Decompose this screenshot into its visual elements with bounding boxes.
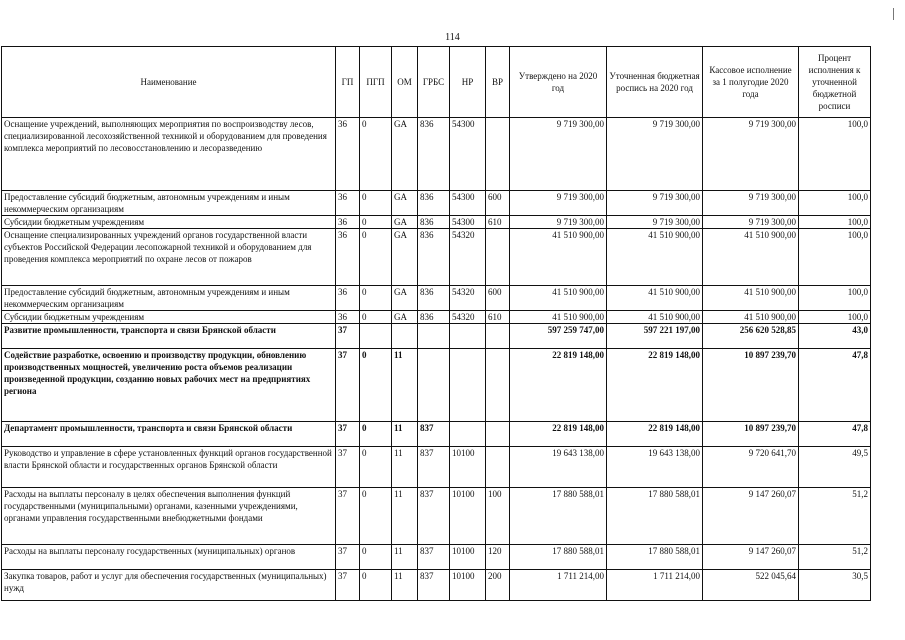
table-row [2, 447, 871, 488]
cell-pgp: 0 [360, 349, 392, 422]
header-vr: ВР [486, 47, 510, 118]
cell-vr: 120 [486, 545, 510, 570]
header-refined: Уточненная бюджетная роспись на 2020 год [607, 47, 703, 118]
cell-percent: 100,0 [799, 311, 871, 324]
cell-percent: 100,0 [799, 286, 871, 311]
cell-cash: 256 620 528,85 [703, 324, 799, 349]
cell-vr: 610 [486, 311, 510, 324]
cell-cash: 41 510 900,00 [703, 229, 799, 286]
cell-approved: 17 880 588,01 [510, 488, 607, 545]
cell-percent: 51,2 [799, 488, 871, 545]
cell-percent: 100,0 [799, 191, 871, 216]
cell-om [392, 324, 418, 349]
table-row [2, 311, 871, 324]
table-header-row [2, 47, 871, 118]
table-row [2, 488, 871, 545]
cell-pgp: 0 [360, 191, 392, 216]
cell-gp: 36 [336, 286, 360, 311]
header-grbs: ГРБС [418, 47, 450, 118]
table-row [2, 570, 871, 601]
cell-approved: 597 259 747,00 [510, 324, 607, 349]
cell-vr [486, 118, 510, 191]
cell-pgp: 0 [360, 570, 392, 601]
cell-vr: 200 [486, 570, 510, 601]
cell-pgp: 0 [360, 422, 392, 447]
cell-vr: 600 [486, 191, 510, 216]
cell-np: 10100 [450, 545, 486, 570]
cell-percent: 43,0 [799, 324, 871, 349]
cell-gp: 37 [336, 447, 360, 488]
table-row [2, 324, 871, 349]
cell-approved: 9 719 300,00 [510, 118, 607, 191]
cell-approved: 22 819 148,00 [510, 349, 607, 422]
cell-grbs: 837 [418, 488, 450, 545]
page-number: 114 [445, 32, 460, 43]
cell-percent: 100,0 [799, 118, 871, 191]
cell-approved: 17 880 588,01 [510, 545, 607, 570]
cell-np: 10100 [450, 447, 486, 488]
cell-cash: 10 897 239,70 [703, 349, 799, 422]
table-row [2, 229, 871, 286]
table-row [2, 118, 871, 191]
table-body [2, 118, 871, 601]
cell-cash: 9 147 260,07 [703, 545, 799, 570]
cell-name: Закупка товаров, работ и услуг для обеспечения государственных (муниципальных) нужд [2, 570, 336, 601]
cell-pgp: 0 [360, 488, 392, 545]
cell-name: Предоставление субсидий бюджетным, автономным учреждениям и иным некоммерческим организациям [2, 286, 336, 311]
header-om: ОМ [392, 47, 418, 118]
cell-om: 11 [392, 349, 418, 422]
cell-pgp: 0 [360, 216, 392, 229]
cell-name: Руководство и управление в сфере установленных функций органов государственной власти Брянской области и государственных органов Брянской области [2, 447, 336, 488]
cell-name: Предоставление субсидий бюджетным, автономным учреждениям и иным некоммерческим организациям [2, 191, 336, 216]
cell-percent: 49,5 [799, 447, 871, 488]
cell-approved: 41 510 900,00 [510, 311, 607, 324]
cell-om: GA [392, 229, 418, 286]
header-pgp: ПГП [360, 47, 392, 118]
cell-approved: 41 510 900,00 [510, 229, 607, 286]
cell-vr [486, 229, 510, 286]
cell-np: 54300 [450, 118, 486, 191]
cell-refined: 597 221 197,00 [607, 324, 703, 349]
cell-pgp: 0 [360, 447, 392, 488]
cell-pgp: 0 [360, 229, 392, 286]
cell-refined: 9 719 300,00 [607, 216, 703, 229]
cell-np: 54300 [450, 191, 486, 216]
cell-name: Субсидии бюджетным учреждениям [2, 216, 336, 229]
cell-om: GA [392, 216, 418, 229]
cell-np: 54320 [450, 311, 486, 324]
cell-grbs: 837 [418, 422, 450, 447]
cell-name: Оснащение специализированных учреждений органов государственной власти субъектов Российской Федерации лесопожарной техникой и оборудованием для проведения комплекса мероприятий по охране лесов от пожаров [2, 229, 336, 286]
cell-refined: 41 510 900,00 [607, 286, 703, 311]
cell-cash: 9 719 300,00 [703, 216, 799, 229]
table-row [2, 191, 871, 216]
cell-refined: 1 711 214,00 [607, 570, 703, 601]
header-name: Наименование [2, 47, 336, 118]
cell-pgp: 0 [360, 286, 392, 311]
cell-vr [486, 447, 510, 488]
cell-pgp: 0 [360, 545, 392, 570]
cell-refined: 22 819 148,00 [607, 349, 703, 422]
cell-gp: 37 [336, 570, 360, 601]
header-approved: Утверждено на 2020 год [510, 47, 607, 118]
cell-gp: 36 [336, 229, 360, 286]
cell-om: GA [392, 286, 418, 311]
cell-om: GA [392, 191, 418, 216]
cell-grbs [418, 324, 450, 349]
table-row [2, 286, 871, 311]
cell-vr: 610 [486, 216, 510, 229]
cell-vr [486, 324, 510, 349]
cell-grbs: 836 [418, 216, 450, 229]
cell-np: 10100 [450, 570, 486, 601]
cell-grbs: 836 [418, 229, 450, 286]
cell-name: Развитие промышленности, транспорта и связи Брянской области [2, 324, 336, 349]
cell-percent: 51,2 [799, 545, 871, 570]
cell-np: 54300 [450, 216, 486, 229]
cell-gp: 36 [336, 216, 360, 229]
cell-om: GA [392, 311, 418, 324]
table-row [2, 545, 871, 570]
cell-gp: 36 [336, 311, 360, 324]
cell-om: 11 [392, 545, 418, 570]
cell-refined: 9 719 300,00 [607, 118, 703, 191]
cell-refined: 41 510 900,00 [607, 229, 703, 286]
cell-cash: 9 719 300,00 [703, 191, 799, 216]
cell-refined: 17 880 588,01 [607, 545, 703, 570]
cell-cash: 522 045,64 [703, 570, 799, 601]
cell-name: Субсидии бюджетным учреждениям [2, 311, 336, 324]
cell-grbs: 836 [418, 286, 450, 311]
cell-vr [486, 422, 510, 447]
cell-om: 11 [392, 447, 418, 488]
cell-pgp: 0 [360, 118, 392, 191]
cell-np: 10100 [450, 488, 486, 545]
cell-approved: 9 719 300,00 [510, 216, 607, 229]
cell-grbs: 837 [418, 570, 450, 601]
cell-refined: 41 510 900,00 [607, 311, 703, 324]
cell-approved: 1 711 214,00 [510, 570, 607, 601]
cell-om: 11 [392, 422, 418, 447]
cell-np: 54320 [450, 286, 486, 311]
header-gp: ГП [336, 47, 360, 118]
header-percent: Процент исполнения к уточненной бюджетной росписи [799, 47, 871, 118]
cell-cash: 41 510 900,00 [703, 286, 799, 311]
cell-np [450, 349, 486, 422]
cell-cash: 9 719 300,00 [703, 118, 799, 191]
cell-grbs: 837 [418, 545, 450, 570]
cell-gp: 36 [336, 191, 360, 216]
cell-gp: 37 [336, 422, 360, 447]
cell-grbs [418, 349, 450, 422]
cell-gp: 37 [336, 545, 360, 570]
cell-cash: 10 897 239,70 [703, 422, 799, 447]
cell-cash: 41 510 900,00 [703, 311, 799, 324]
cell-approved: 22 819 148,00 [510, 422, 607, 447]
cell-name: Департамент промышленности, транспорта и связи Брянской области [2, 422, 336, 447]
cell-vr: 100 [486, 488, 510, 545]
budget-execution-table [1, 46, 871, 601]
cell-cash: 9 147 260,07 [703, 488, 799, 545]
cell-refined: 9 719 300,00 [607, 191, 703, 216]
cell-grbs: 836 [418, 118, 450, 191]
cell-percent: 30,5 [799, 570, 871, 601]
cell-name: Расходы на выплаты персоналу в целях обеспечения выполнения функций государственными (муниципальными) органами, казенными учреждениями, органами управления государственными внебюджетными фондами [2, 488, 336, 545]
cell-grbs: 837 [418, 447, 450, 488]
cell-om: 11 [392, 570, 418, 601]
cell-approved: 9 719 300,00 [510, 191, 607, 216]
cell-gp: 37 [336, 324, 360, 349]
cell-vr [486, 349, 510, 422]
cell-cash: 9 720 641,70 [703, 447, 799, 488]
scan-edge-mark [893, 8, 894, 20]
table-row [2, 422, 871, 447]
cell-pgp: 0 [360, 311, 392, 324]
cell-percent: 100,0 [799, 216, 871, 229]
cell-gp: 36 [336, 118, 360, 191]
cell-np [450, 324, 486, 349]
cell-percent: 47,8 [799, 422, 871, 447]
cell-grbs: 836 [418, 311, 450, 324]
cell-approved: 19 643 138,00 [510, 447, 607, 488]
header-cash: Кассовое исполнение за 1 полугодие 2020 года [703, 47, 799, 118]
cell-vr: 600 [486, 286, 510, 311]
cell-gp: 37 [336, 488, 360, 545]
cell-name: Содействие разработке, освоению и производству продукции, обновлению производственных мощностей, увеличению роста объемов реализации произведенной продукции, созданию новых рабочих мест на предприятиях региона [2, 349, 336, 422]
header-np: НР [450, 47, 486, 118]
cell-np: 54320 [450, 229, 486, 286]
cell-grbs: 836 [418, 191, 450, 216]
cell-percent: 100,0 [799, 229, 871, 286]
cell-name: Расходы на выплаты персоналу государственных (муниципальных) органов [2, 545, 336, 570]
table-row [2, 349, 871, 422]
cell-om: 11 [392, 488, 418, 545]
table-row [2, 216, 871, 229]
cell-approved: 41 510 900,00 [510, 286, 607, 311]
cell-refined: 22 819 148,00 [607, 422, 703, 447]
cell-pgp [360, 324, 392, 349]
cell-name: Оснащение учреждений, выполняющих мероприятия по воспроизводству лесов, специализированной лесохозяйственной техникой и оборудованием для проведения комплекса мероприятий по лесовосстановлению и лесоразведению [2, 118, 336, 191]
cell-np [450, 422, 486, 447]
cell-refined: 17 880 588,01 [607, 488, 703, 545]
cell-gp: 37 [336, 349, 360, 422]
cell-percent: 47,8 [799, 349, 871, 422]
cell-refined: 19 643 138,00 [607, 447, 703, 488]
cell-om: GA [392, 118, 418, 191]
